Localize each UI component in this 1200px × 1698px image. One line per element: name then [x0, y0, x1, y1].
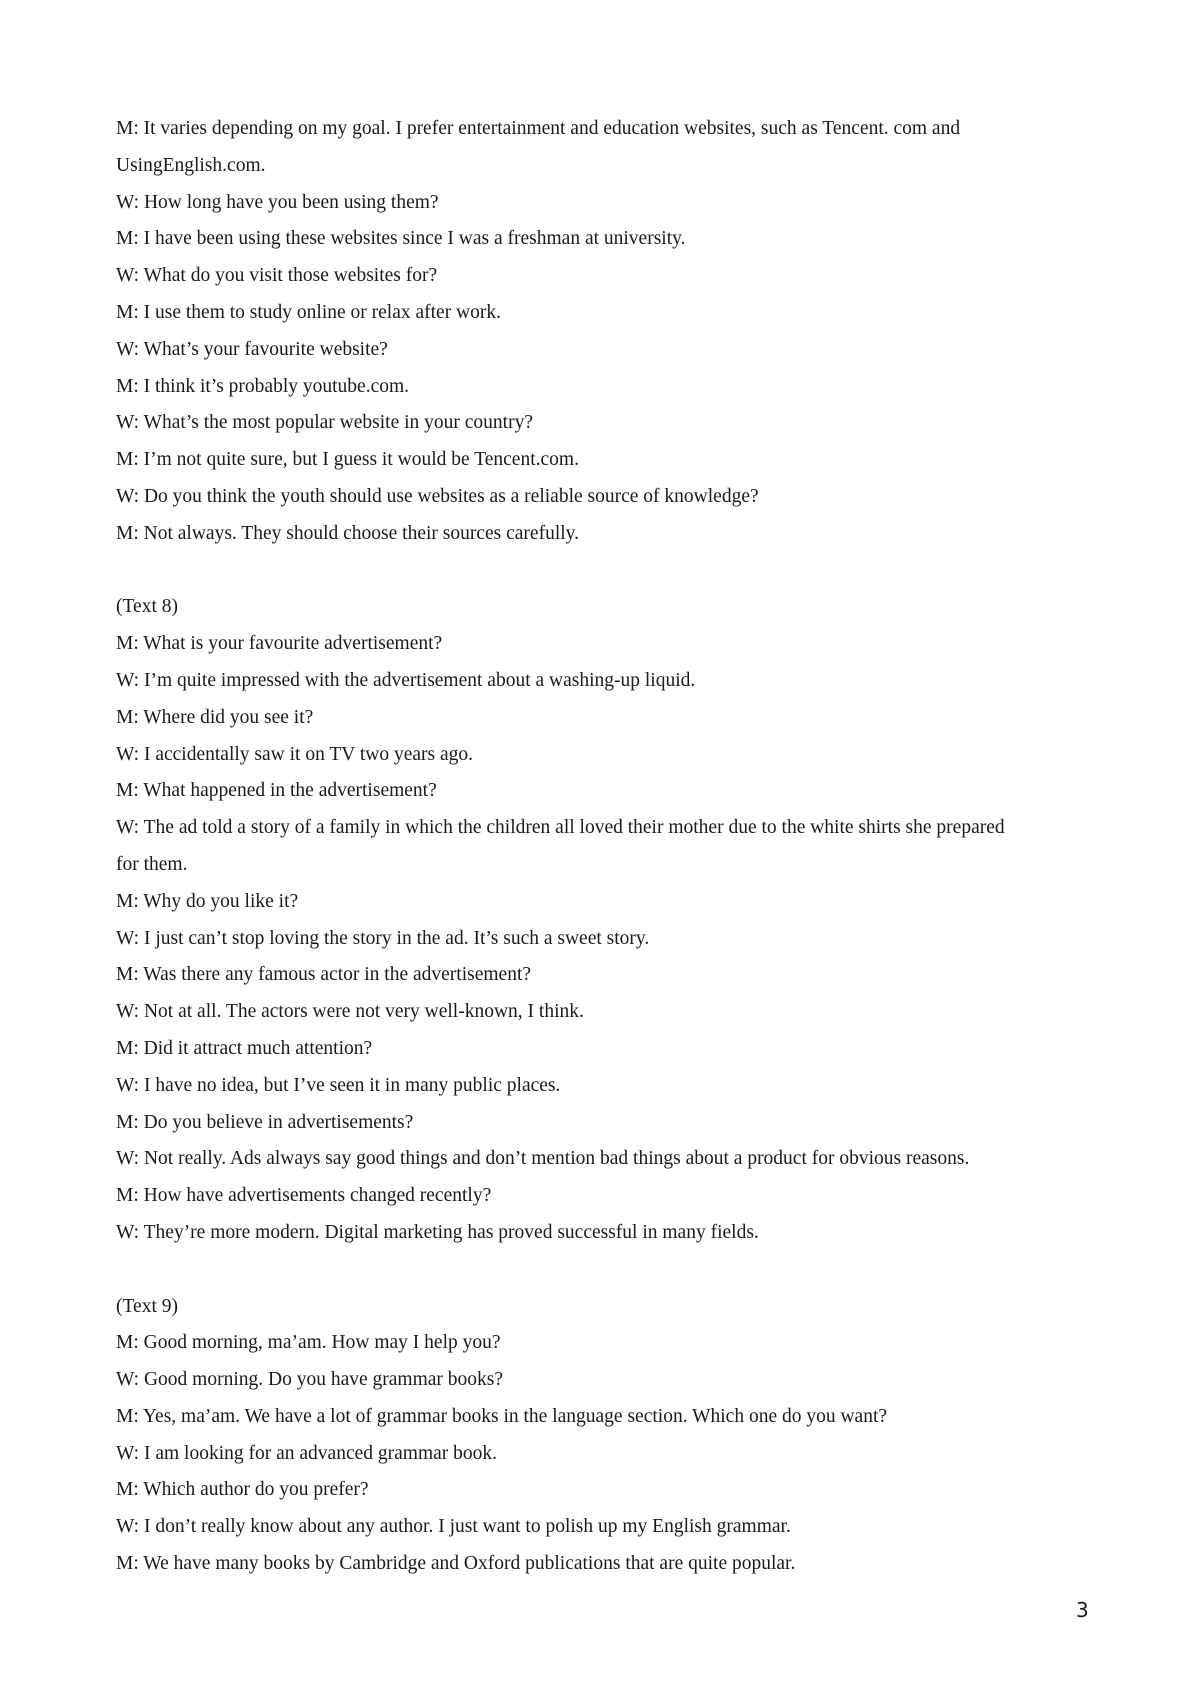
section-heading-text-8: (Text 8): [116, 596, 178, 618]
dialogue-line: M: I use them to study online or relax after work.: [116, 301, 502, 323]
dialogue-line: M: What is your favourite advertisement?: [116, 633, 443, 655]
dialogue-line: W: What’s your favourite website?: [116, 338, 388, 360]
transcript-body: [116, 111, 1106, 1583]
dialogue-line: M: How have advertisements changed recently?: [116, 1185, 492, 1207]
dialogue-line: W: I’m quite impressed with the advertisement about a washing-up liquid.: [116, 669, 696, 691]
dialogue-line: M: Which author do you prefer?: [116, 1479, 369, 1501]
dialogue-line: M: Why do you like it?: [116, 890, 299, 912]
dialogue-line: W: What do you visit those websites for?: [116, 265, 438, 287]
section-heading-text-9: (Text 9): [116, 1295, 178, 1317]
dialogue-line: W: Do you think the youth should use websites as a reliable source of knowledge?: [116, 485, 759, 507]
dialogue-block-advertisement: [116, 626, 1106, 1252]
dialogue-line: UsingEnglish.com.: [116, 154, 266, 176]
dialogue-line: W: They’re more modern. Digital marketing has proved successful in many fields.: [116, 1221, 759, 1243]
page-number: 3: [1076, 1598, 1089, 1622]
dialogue-line: W: I accidentally saw it on TV two years ago.: [116, 743, 474, 765]
dialogue-line: W: Not really. Ads always say good things and don’t mention bad things about a product for obvious reasons.: [116, 1148, 970, 1170]
dialogue-line: M: I think it’s probably youtube.com.: [116, 375, 410, 397]
dialogue-line: M: Did it attract much attention?: [116, 1037, 373, 1059]
dialogue-line: W: I don’t really know about any author. I just want to polish up my English grammar.: [116, 1516, 791, 1538]
dialogue-line: for them.: [116, 853, 188, 875]
dialogue-line: W: What’s the most popular website in your country?: [116, 412, 533, 434]
dialogue-line: M: We have many books by Cambridge and Oxford publications that are quite popular.: [116, 1553, 796, 1575]
paragraph-gap: [116, 1252, 1106, 1289]
dialogue-line: W: The ad told a story of a family in which the children all loved their mother due to the white shirts she prepared: [116, 817, 1005, 839]
paragraph-gap: [116, 553, 1106, 590]
dialogue-line: W: I am looking for an advanced grammar book.: [116, 1442, 498, 1464]
dialogue-line: M: I’m not quite sure, but I guess it would be Tencent.com.: [116, 449, 579, 471]
dialogue-line: M: Do you believe in advertisements?: [116, 1111, 414, 1133]
dialogue-line: M: Good morning, ma’am. How may I help you?: [116, 1332, 501, 1354]
dialogue-line: M: What happened in the advertisement?: [116, 780, 437, 802]
dialogue-block-bookstore: [116, 1325, 1106, 1583]
dialogue-line: M: Not always. They should choose their sources carefully.: [116, 522, 580, 544]
dialogue-line: M: Was there any famous actor in the advertisement?: [116, 964, 532, 986]
dialogue-line: M: Yes, ma’am. We have a lot of grammar books in the language section. Which one do you want?: [116, 1405, 888, 1427]
dialogue-line: M: It varies depending on my goal. I prefer entertainment and education websites, such as Tencent. com and: [116, 118, 961, 139]
dialogue-block-websites: [116, 111, 1106, 553]
dialogue-line: M: I have been using these websites since I was a freshman at university.: [116, 228, 686, 250]
dialogue-line: W: I just can’t stop loving the story in the ad. It’s such a sweet story.: [116, 927, 650, 949]
dialogue-line: W: Good morning. Do you have grammar books?: [116, 1369, 504, 1391]
dialogue-line: W: I have no idea, but I’ve seen it in many public places.: [116, 1074, 561, 1096]
dialogue-line: M: Where did you see it?: [116, 706, 314, 728]
dialogue-line: W: How long have you been using them?: [116, 191, 439, 213]
dialogue-line: W: Not at all. The actors were not very well-known, I think.: [116, 1001, 584, 1023]
